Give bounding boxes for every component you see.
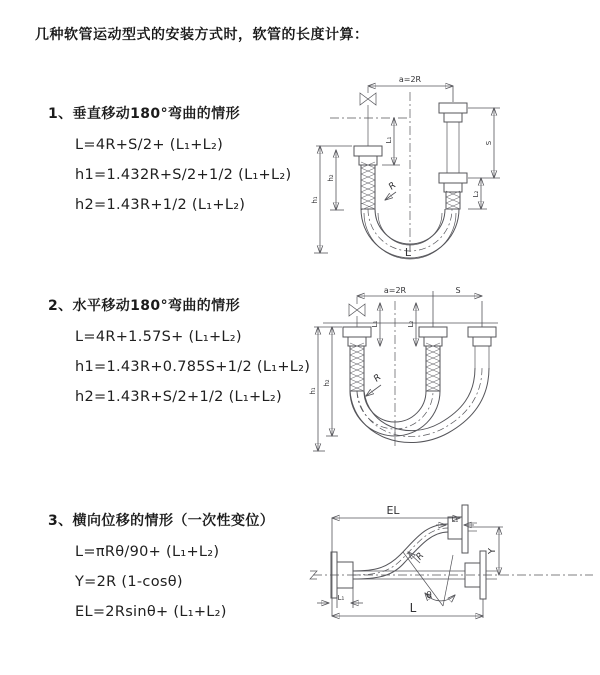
dim-label-el: EL <box>386 504 400 517</box>
flange-left <box>343 327 371 346</box>
section-vertical-180 <box>48 103 291 220</box>
radius-label: R <box>387 180 399 193</box>
section-horizontal-180 <box>48 295 310 412</box>
dim-label-l1: L₁ <box>371 320 379 328</box>
radius-leader <box>366 385 381 396</box>
diagram-horizontal-180-u-bend <box>308 283 600 468</box>
dim-label-l: L <box>409 601 417 615</box>
hose-right-stub <box>475 346 489 368</box>
flange-middle <box>419 327 447 346</box>
dim-label-l2: L₂ <box>472 190 480 198</box>
flange <box>439 173 467 183</box>
formula-h2: h2=1.43R+1/2 (L₁+L₂) <box>75 197 246 213</box>
braided-hose-right <box>446 191 460 209</box>
braided-hose-left <box>361 162 375 210</box>
braided-hose-left <box>350 343 364 391</box>
dim-label-h1: h₁ <box>309 387 317 395</box>
section-1-heading: 1、垂直移动180°弯曲的情形 <box>48 106 240 122</box>
radius-label: R <box>414 551 427 563</box>
formula-h2: h2=1.43R+S/2+1/2 (L₁+L₂) <box>75 389 282 405</box>
formula-el: EL=2Rsinθ+ (L₁+L₂) <box>75 604 227 620</box>
dim-label-a2r: a=2R <box>398 75 422 84</box>
formula-y: Y=2R (1-cosθ) <box>75 574 183 590</box>
diagram-lateral-displacement <box>305 498 600 658</box>
valve-icon <box>349 297 365 327</box>
formula-length: L=4R+S/2+ (L₁+L₂) <box>75 137 224 153</box>
formula-h1: h1=1.43R+0.785S+1/2 (L₁+L₂) <box>75 359 311 375</box>
diagram-vertical-180-u-bend <box>308 70 600 266</box>
flange-right <box>468 327 496 346</box>
angle-label: θ <box>426 591 432 601</box>
section-lateral-displacement <box>48 510 274 627</box>
dim-label-s: S <box>455 286 461 295</box>
flange-upper-displaced <box>448 505 477 553</box>
formula-h1: h1=1.432R+S/2+1/2 (L₁+L₂) <box>75 167 292 183</box>
flange <box>354 146 382 156</box>
radius-label: R <box>372 372 384 385</box>
section-2-heading: 2、水平移动180°弯曲的情形 <box>48 298 240 314</box>
section-3-heading: 3、横向位移的情形（一次性变位） <box>48 513 275 529</box>
flange-hub <box>359 156 377 165</box>
dim-label-h1: h₁ <box>311 196 319 204</box>
dim-label-h2: h₂ <box>327 174 335 182</box>
braided-hose-middle <box>426 343 440 391</box>
dim-label-l1-top: L₁ <box>451 516 459 524</box>
section-2-formulas <box>75 322 310 412</box>
flange-hub <box>444 183 462 192</box>
hose-u-bend-displaced <box>350 368 489 443</box>
section-3-formulas <box>75 537 274 627</box>
formula-length: L=πRθ/90+ (L₁+L₂) <box>75 544 220 560</box>
dim-label-a2r: a=2R <box>383 286 407 295</box>
dim-label-y: Y <box>487 547 498 555</box>
radius-leader <box>385 192 396 200</box>
dim-label-l1-bottom: L₁ <box>337 594 345 602</box>
dim-label-h2: h₂ <box>323 379 331 387</box>
page-title: 几种软管运动型式的安装方式时，软管的长度计算： <box>35 27 369 43</box>
dim-label-l2: L₂ <box>407 320 415 328</box>
dim-label-s: S <box>485 140 493 146</box>
pipe-right <box>439 103 467 192</box>
pipe-body <box>447 122 459 173</box>
section-1-formulas <box>75 130 291 220</box>
flange-hub <box>444 113 462 122</box>
formula-length: L=4R+1.57S+ (L₁+L₂) <box>75 329 242 345</box>
dim-label-l1: L₁ <box>385 136 393 144</box>
length-label: L <box>404 246 412 259</box>
valve-icon <box>360 87 376 146</box>
flange <box>439 103 467 113</box>
